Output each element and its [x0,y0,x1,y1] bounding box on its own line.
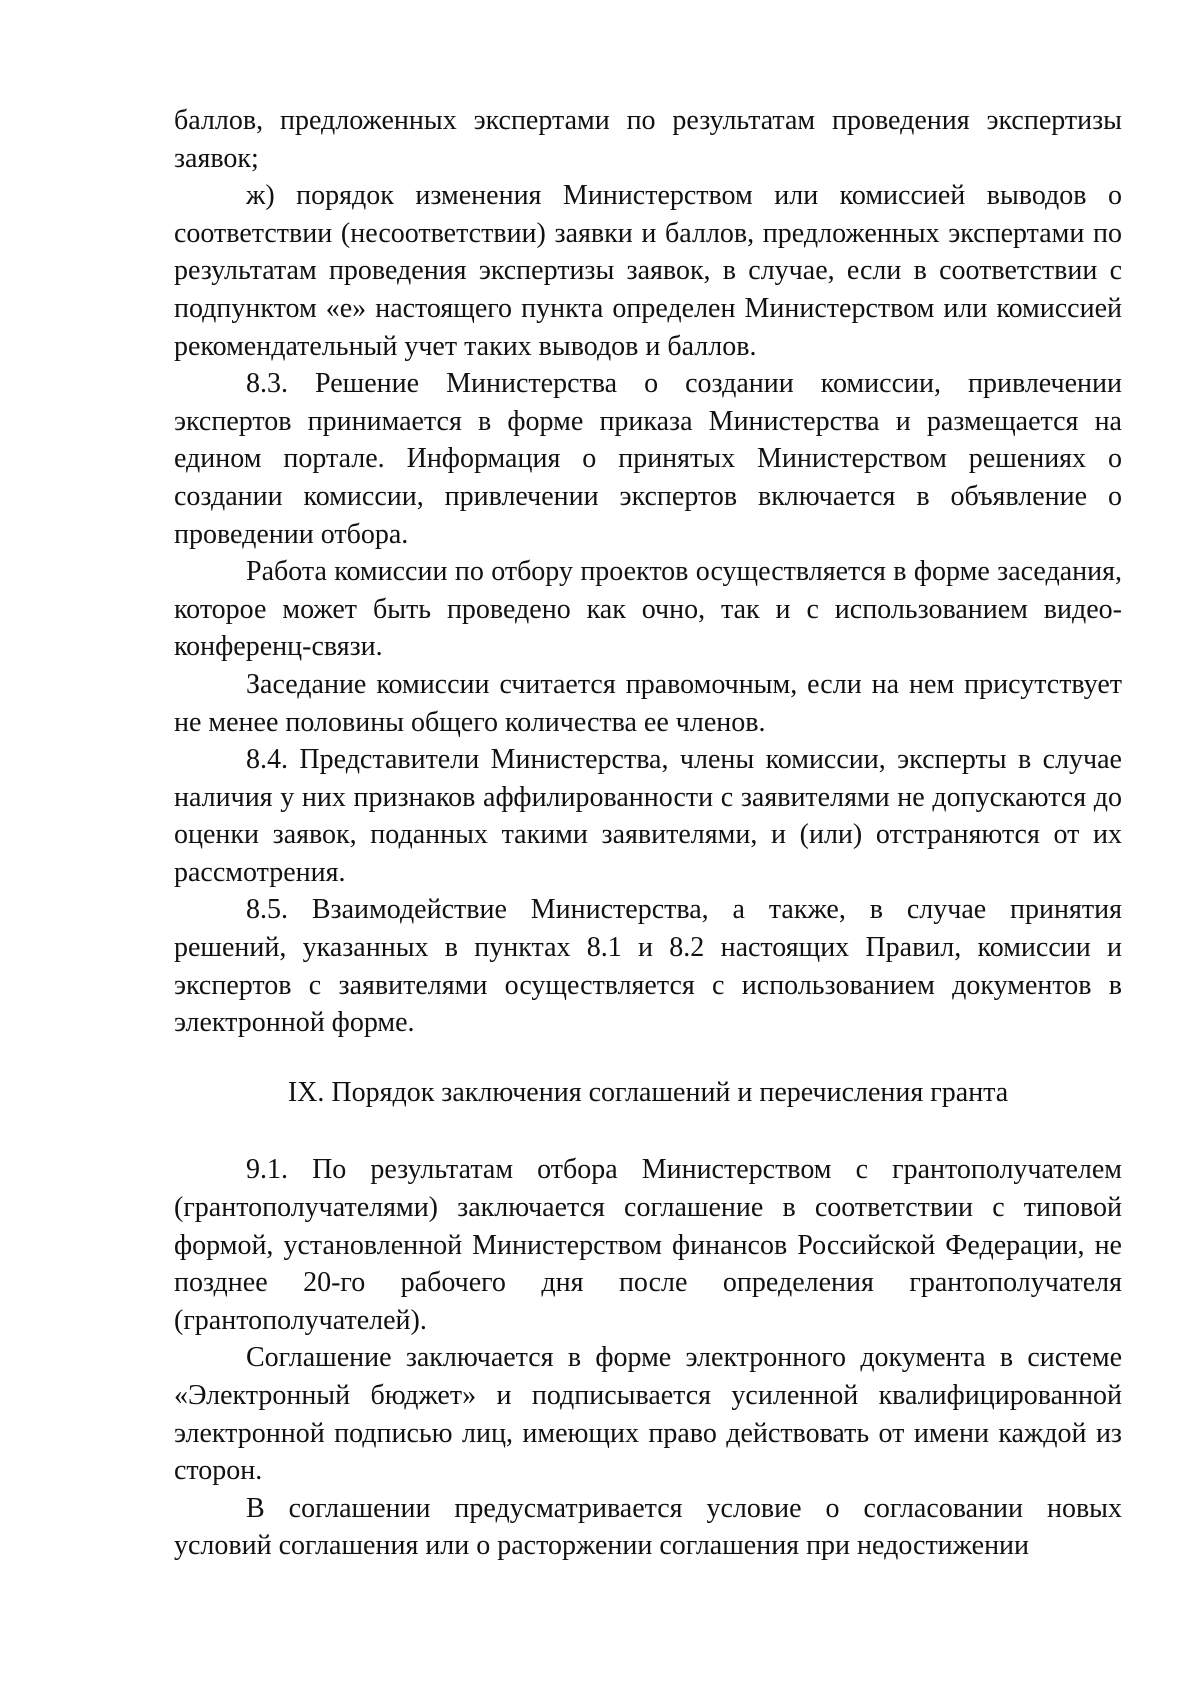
paragraph-continuation: баллов, предложенных экспертами по результатам проведения экспертизы заявок; [174,105,1122,174]
paragraph-agreement-form: Соглашение заключается в форме электронного документа в системе «Электронный бюджет» и подписывается усиленной квалифицированной электронной подписью лиц, имеющих право действовать от имени каждой из сторон. [174,1342,1122,1487]
paragraph-quorum: Заседание комиссии считается правомочным, если на нем присутствует не менее половины общего количества ее членов. [174,668,1122,738]
paragraph-subitem-zh: ж) порядок изменения Министерством или комиссией выводов о соответствии (несоответствии) заявки и баллов, предложенных экспертами по результатам проведения экспертизы заявок, в случае, если в соответствии с подпунктом «е» настоящего пункта определен Министерством или комиссией рекомендательный учет таких выводов и баллов. [174,180,1122,362]
paragraph-8-4: 8.4. Представители Министерства, члены комиссии, эксперты в случае наличия у них признаков аффилированности с заявителями не допускаются до оценки заявок, поданных такими заявителями, и (или) отстраняются от их рассмотрения. [174,744,1122,888]
paragraph-8-5: 8.5. Взаимодействие Министерства, а также, в случае принятия решений, указанных в пунктах 8.1 и 8.2 настоящих Правил, комиссии и экспертов с заявителями осуществляется с использованием документов в электронной форме. [174,894,1122,1039]
document-page [174,102,1122,1565]
paragraph-agreement-conditions: В соглашении предусматривается условие о согласовании новых условий соглашения или о расторжении соглашения при недостижении [174,1492,1122,1562]
paragraph-9-1: 9.1. По результатам отбора Министерством с грантополучателем (грантополучателями) заключается соглашение в соответствии с типовой формой, установленной Министерством финансов Российской Федерации, не позднее 20-го рабочего дня после определения грантополучателя (грантополучателей). [174,1154,1122,1336]
paragraph-8-3: 8.3. Решение Министерства о создании комиссии, привлечении экспертов принимается в форме приказа Министерства и размещается на едином портале. Информация о принятых Министерством решениях о создании комиссии, привлечении экспертов включается в объявление о проведении отбора. [174,368,1122,550]
paragraph-commission-work: Работа комиссии по отбору проектов осуществляется в форме заседания, которое может быть проведено как очно, так и с использованием видео-конференц-связи. [174,556,1122,663]
section-heading: IX. Порядок заключения соглашений и перечисления гранта [287,1076,1009,1108]
